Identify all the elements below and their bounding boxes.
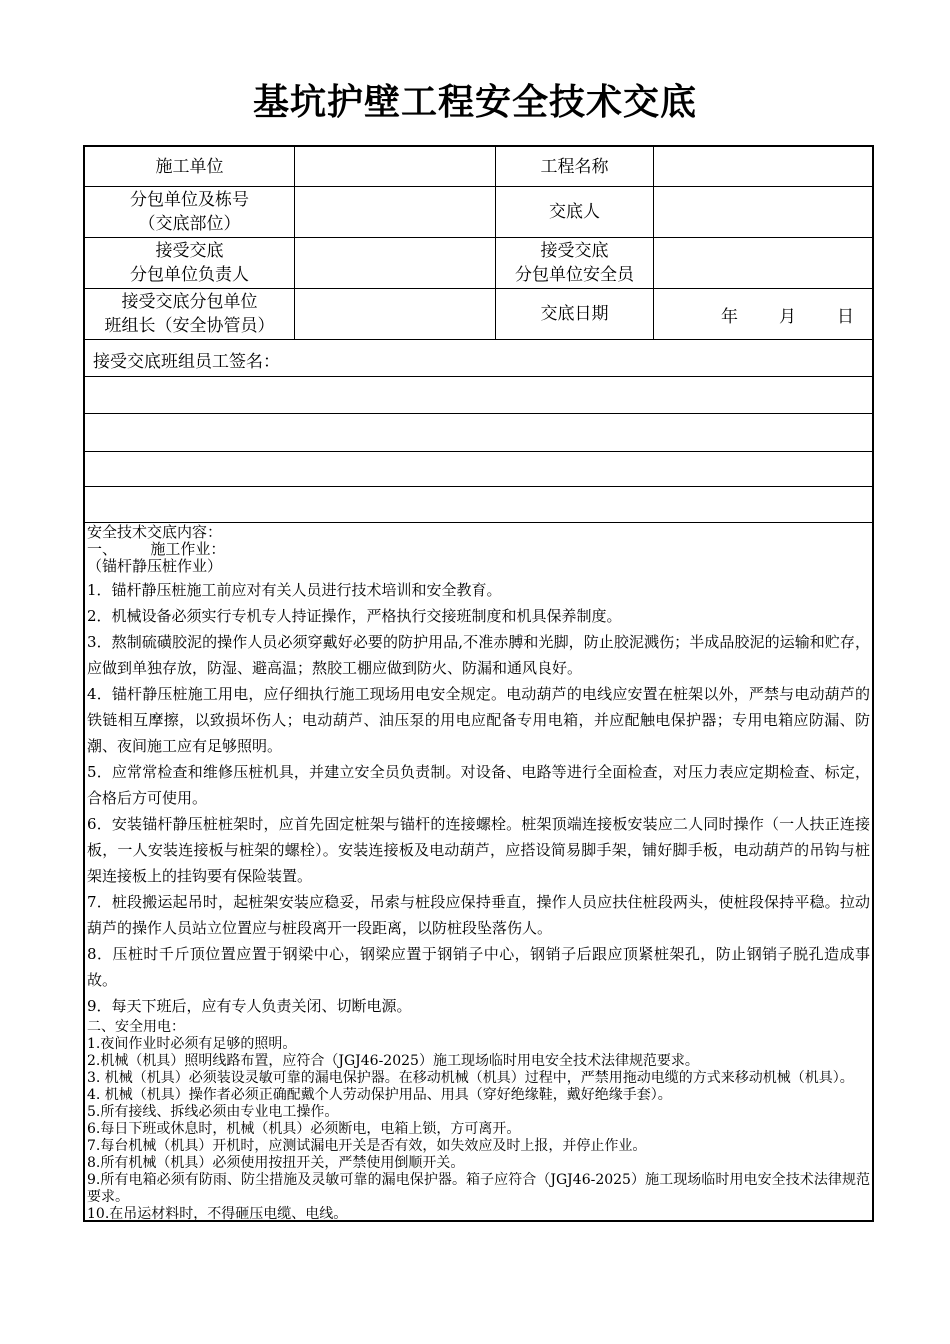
row-divider <box>85 451 872 452</box>
disclosure-content <box>87 524 870 1223</box>
list-item: 1．锚杆静压桩施工前应对有关人员进行技术培训和安全教育。 <box>87 581 502 599</box>
row-divider <box>85 339 872 340</box>
section-1-title: 一、 施工作业： <box>87 540 226 558</box>
list-item: 3．熬制硫磺胶泥的操作人员必须穿戴好必要的防护用品,不准赤膊和光脚，防止胶泥溅伤；半成品胶泥的运输和贮存，应做到单独存放，防湿、避高温；熬胶工棚应做到防火、防漏和通风良好。 <box>87 633 870 677</box>
list-item: 4．锚杆静压桩施工用电，应仔细执行施工现场用电安全规定。电动葫芦的电线应安置在桩架以外，严禁与电动葫芦的铁链相互摩擦，以致损坏伤人；电动葫芦、油压泵的用电应配备专用电箱，并应配触电保护器；专用电箱应防漏、防潮、夜间施工应有足够照明。 <box>87 685 870 755</box>
signature-label: 接受交底班组员工签名： <box>93 352 280 372</box>
construction-unit-field[interactable] <box>295 147 495 186</box>
list-item: 9.所有电箱必须有防雨、防尘措施及灵敏可靠的漏电保护器。箱子应符合（JGJ46-2025）施工现场临时用电安全技术法律规范要求。 <box>87 1172 870 1205</box>
date-day: 日 <box>837 307 854 327</box>
list-item: 1.夜间作业时必须有足够的照明。 <box>87 1036 297 1052</box>
discloser-label: 交底人 <box>549 202 600 222</box>
row-divider <box>85 413 872 414</box>
list-item: 4. 机械（机具）操作者必须正确配戴个人劳动保护用品、用具（穿好绝缘鞋，戴好绝缘手套）。 <box>87 1087 672 1103</box>
receiver-lead-label: 接受交底 分包单位负责人 <box>130 241 249 285</box>
list-item: 5．应常常检查和维修压桩机具，并建立安全员负责制。对设备、电路等进行全面检查，对压力表应定期检查、标定，合格后方可使用。 <box>87 763 870 807</box>
list-item: 6．安装锚杆静压桩桩架时，应首先固定桩架与锚杆的连接螺栓。桩架顶端连接板安装应二人同时操作（一人扶正连接板，一人安装连接板与桩架的螺栓）。安装连接板及电动葫芦，应搭设简易脚手架，铺好脚手板，电动葫芦的吊钩与桩架连接板上的挂钩要有保险装置。 <box>87 815 870 885</box>
disclosure-form <box>83 145 874 1222</box>
team-lead-field[interactable] <box>295 289 495 339</box>
list-item: 3. 机械（机具）必须装设灵敏可靠的漏电保护器。在移动机械（机具）过程中，严禁用拖动电缆的方式来移动机械（机具）。 <box>87 1070 854 1086</box>
section-1-subtitle: （锚杆静压桩作业） <box>87 557 223 575</box>
row-divider <box>85 376 872 377</box>
receiver-lead-field[interactable] <box>295 238 495 288</box>
date-label: 交底日期 <box>540 304 609 324</box>
project-name-label: 工程名称 <box>540 156 609 177</box>
receiver-safety-field[interactable] <box>654 238 872 288</box>
subcontract-unit-field[interactable] <box>295 187 495 237</box>
content-heading: 安全技术交底内容： <box>87 523 223 541</box>
list-item: 6.每日下班或休息时，机械（机具）必须断电，电箱上锁，方可离开。 <box>87 1121 521 1137</box>
list-item: 9．每天下班后，应有专人负责关闭、切断电源。 <box>87 997 412 1015</box>
list-item: 8.所有机械（机具）必须使用按扭开关，严禁使用倒顺开关。 <box>87 1155 465 1171</box>
date-year: 年 <box>721 307 738 327</box>
team-lead-label: 接受交底分包单位 班组长（安全协管员） <box>104 292 275 336</box>
list-item: 7.每台机械（机具）开机时，应测试漏电开关是否有效，如失效应及时上报，并停止作业。 <box>87 1138 647 1154</box>
row-divider <box>85 486 872 487</box>
list-item: 7．桩段搬运起吊时，起桩架安装应稳妥，吊索与桩段应保持垂直，操作人员应扶住桩段两头，使桩段保持平稳。拉动葫芦的操作人员站立位置应与桩段离开一段距离，以防桩段坠落伤人。 <box>87 893 870 937</box>
list-item: 2.机械（机具）照明线路布置，应符合（JGJ46-2025）施工现场临时用电安全技术法律规范要求。 <box>87 1053 699 1069</box>
list-item: 2．机械设备必须实行专机专人持证操作，严格执行交接班制度和机具保养制度。 <box>87 607 622 625</box>
list-item: 5.所有接线、拆线必须由专业电工操作。 <box>87 1104 339 1120</box>
subcontract-unit-label: 分包单位及栋号 （交底部位） <box>130 190 249 234</box>
list-item: 8．压桩时千斤顶位置应置于钢梁中心，钢梁应置于钢销子中心，钢销子后跟应顶紧桩架孔，防止钢销子脱孔造成事故。 <box>87 945 870 989</box>
receiver-safety-label: 接受交底 分包单位安全员 <box>515 241 634 285</box>
date-month: 月 <box>779 307 796 327</box>
discloser-field[interactable] <box>654 187 872 237</box>
construction-unit-label: 施工单位 <box>155 156 224 177</box>
section-2-title: 二、安全用电： <box>87 1019 185 1035</box>
project-name-field[interactable] <box>654 147 872 186</box>
list-item: 10.在吊运材料时，不得砸压电缆、电线。 <box>87 1206 348 1222</box>
page-title: 基坑护壁工程安全技术交底 <box>252 82 697 123</box>
